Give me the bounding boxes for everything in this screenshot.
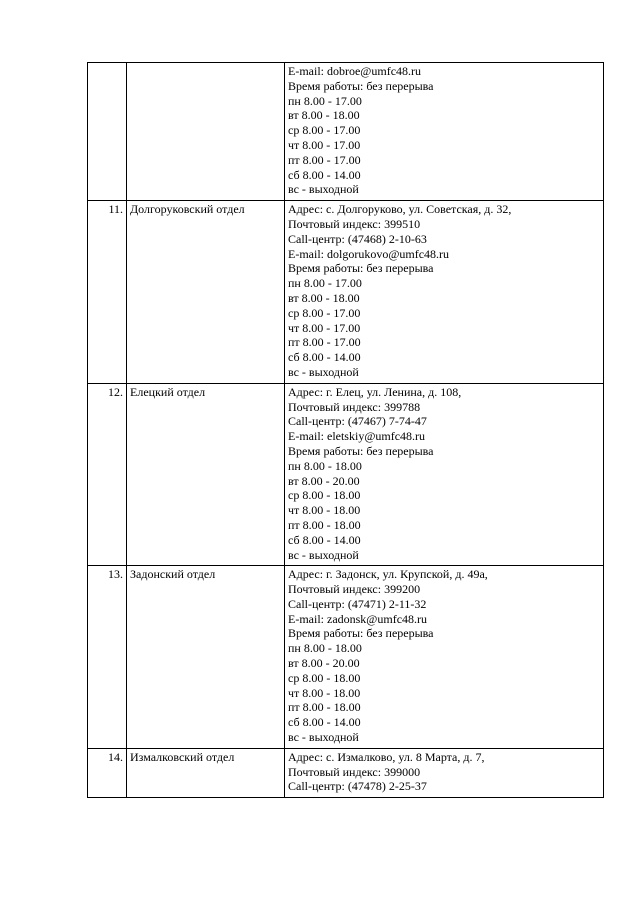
row-number: 12. bbox=[88, 383, 127, 566]
detail-line: Адрес: с. Долгоруково, ул. Советская, д. 32, bbox=[288, 202, 512, 217]
detail-line: сб 8.00 - 14.00 bbox=[288, 532, 361, 547]
detail-line: Адрес: г. Елец, ул. Ленина, д. 108, bbox=[288, 384, 462, 399]
detail-line: пн 8.00 - 18.00 bbox=[288, 458, 362, 473]
detail-line: сб 8.00 - 14.00 bbox=[288, 350, 361, 365]
branches-table bbox=[87, 62, 604, 798]
table-row bbox=[88, 383, 604, 566]
branch-name: Задонский отдел bbox=[127, 566, 285, 749]
detail-line: Call-центр: (47468) 2-10-63 bbox=[288, 231, 427, 246]
detail-line: вт 8.00 - 20.00 bbox=[288, 473, 360, 488]
branch-details bbox=[285, 201, 604, 384]
branch-details bbox=[285, 383, 604, 566]
detail-line: вс - выходной bbox=[288, 730, 359, 745]
detail-line: вт 8.00 - 20.00 bbox=[288, 656, 360, 671]
detail-line: Call-центр: (47478) 2-25-37 bbox=[288, 779, 427, 794]
detail-line: E-mail: eletskiy@umfc48.ru bbox=[288, 429, 426, 444]
detail-line: пт 8.00 - 17.00 bbox=[288, 335, 361, 350]
branch-details bbox=[285, 748, 604, 797]
detail-line: ср 8.00 - 18.00 bbox=[288, 488, 361, 503]
detail-line: Почтовый индекс: 399000 bbox=[288, 764, 421, 779]
detail-line: Почтовый индекс: 399200 bbox=[288, 582, 421, 597]
detail-line: чт 8.00 - 17.00 bbox=[288, 320, 361, 335]
detail-line: пн 8.00 - 18.00 bbox=[288, 641, 362, 656]
detail-line: вс - выходной bbox=[288, 182, 359, 197]
detail-line: Адрес: с. Измалково, ул. 8 Марта, д. 7, bbox=[288, 749, 485, 764]
branch-name bbox=[127, 63, 285, 201]
branches-table-body bbox=[88, 63, 604, 798]
detail-line: вс - выходной bbox=[288, 364, 359, 379]
detail-line: Время работы: без перерыва bbox=[288, 626, 434, 641]
detail-line: ср 8.00 - 18.00 bbox=[288, 670, 361, 685]
branch-name: Измалковский отдел bbox=[127, 748, 285, 797]
branch-name: Елецкий отдел bbox=[127, 383, 285, 566]
detail-line: Время работы: без перерыва bbox=[288, 78, 434, 93]
row-number bbox=[88, 63, 127, 201]
branch-details bbox=[285, 63, 604, 201]
detail-line: Call-центр: (47467) 7-74-47 bbox=[288, 414, 427, 429]
detail-line: Почтовый индекс: 399788 bbox=[288, 399, 421, 414]
detail-line: чт 8.00 - 18.00 bbox=[288, 503, 361, 518]
detail-line: сб 8.00 - 14.00 bbox=[288, 167, 361, 182]
detail-line: сб 8.00 - 14.00 bbox=[288, 715, 361, 730]
detail-line: пн 8.00 - 17.00 bbox=[288, 93, 362, 108]
detail-line: пт 8.00 - 17.00 bbox=[288, 152, 361, 167]
detail-line: E-mail: dolgorukovo@umfc48.ru bbox=[288, 246, 450, 261]
detail-line: чт 8.00 - 18.00 bbox=[288, 685, 361, 700]
detail-line: ср 8.00 - 17.00 bbox=[288, 123, 361, 138]
branch-details bbox=[285, 566, 604, 749]
detail-line: Почтовый индекс: 399510 bbox=[288, 216, 421, 231]
detail-line: пн 8.00 - 17.00 bbox=[288, 276, 362, 291]
detail-line: чт 8.00 - 17.00 bbox=[288, 137, 361, 152]
detail-line: ср 8.00 - 17.00 bbox=[288, 305, 361, 320]
table-row bbox=[88, 566, 604, 749]
detail-line: пт 8.00 - 18.00 bbox=[288, 700, 361, 715]
row-number: 11. bbox=[88, 201, 127, 384]
row-number: 13. bbox=[88, 566, 127, 749]
table-row bbox=[88, 201, 604, 384]
detail-line: E-mail: dobroe@umfc48.ru bbox=[288, 64, 422, 78]
table-row bbox=[88, 63, 604, 201]
detail-line: Время работы: без перерыва bbox=[288, 443, 434, 458]
branch-name: Долгоруковский отдел bbox=[127, 201, 285, 384]
detail-line: вт 8.00 - 18.00 bbox=[288, 290, 360, 305]
detail-line: вс - выходной bbox=[288, 547, 359, 562]
detail-line: E-mail: zadonsk@umfc48.ru bbox=[288, 611, 428, 626]
detail-line: Call-центр: (47471) 2-11-32 bbox=[288, 596, 427, 611]
detail-line: вт 8.00 - 18.00 bbox=[288, 108, 360, 123]
detail-line: пт 8.00 - 18.00 bbox=[288, 517, 361, 532]
detail-line: Адрес: г. Задонск, ул. Крупской, д. 49а, bbox=[288, 567, 488, 582]
detail-line: Время работы: без перерыва bbox=[288, 261, 434, 276]
table-row bbox=[88, 748, 604, 797]
row-number: 14. bbox=[88, 748, 127, 797]
